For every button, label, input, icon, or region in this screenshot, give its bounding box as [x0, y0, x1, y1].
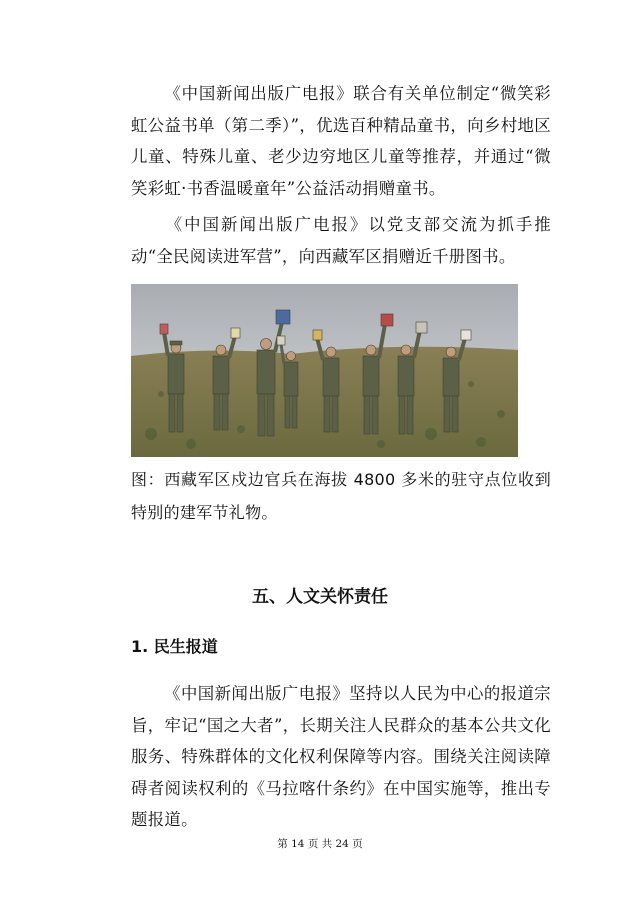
paragraph-text: 《中国新闻出版广电报》以党支部交流为抓手推动“全民阅读进军营”，向西藏军区捐赠近千册图书。: [131, 215, 551, 266]
paragraph-reading-in-barracks: [131, 209, 551, 272]
page-footer: 第 14 页 共 24 页: [277, 838, 363, 850]
soldiers-photo-drawing: [131, 284, 518, 457]
paragraph-smile-rainbow: [131, 78, 551, 204]
subsection-title: 1. 民生报道: [131, 637, 218, 656]
section-title: 五、人文关怀责任: [252, 587, 388, 607]
paragraph-text: 《中国新闻出版广电报》坚持以人民为中心的报道宗旨，牢记“国之大者”，长期关注人民群众的基本公共文化服务、特殊群体的文化权利保障等内容。围绕关注阅读障碍者阅读权利的《马拉喀什条约》在中国实施等，推出专题报道。: [131, 684, 551, 829]
soldiers-photo: [131, 284, 518, 457]
photo-caption: 图：西藏军区戍边官兵在海拔 4800 多米的驻守点位收到特别的建军节礼物。: [131, 470, 551, 522]
paragraph-livelihood-reporting: [131, 678, 551, 836]
paragraph-text: 《中国新闻出版广电报》联合有关单位制定“微笑彩虹公益书单（第二季）”，优选百种精品童书，向乡村地区儿童、特殊儿童、老少边穷地区儿童等推荐，并通过“微笑彩虹·书香温暖童年”公益活动捐赠童书。: [131, 84, 551, 198]
